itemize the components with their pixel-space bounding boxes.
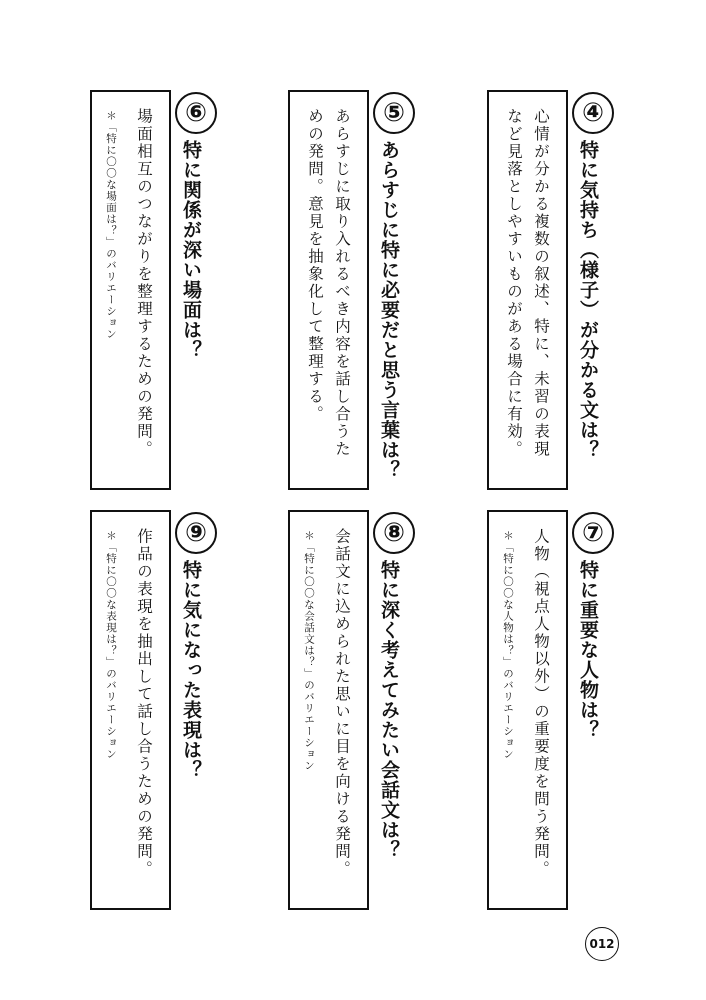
question-title: 特に気になった表現は？: [180, 560, 202, 780]
explanation-text: 人物（視点人物以外）の重要度を問う発問。: [532, 528, 550, 878]
question-number: ④: [572, 92, 614, 134]
explanation-box: [487, 90, 568, 490]
question-card-9: [90, 510, 250, 910]
explanation-text: 会話文に込められた思いに目を向ける発問。: [333, 528, 351, 878]
question-number: ⑦: [572, 512, 614, 554]
variation-note: ＊「特に〇〇な表現は？」のバリエーション: [105, 530, 117, 760]
explanation-text: 場面相互のつながりを整理するための発問。: [135, 108, 153, 458]
question-number: ⑤: [373, 92, 415, 134]
question-title: 特に深く考えてみたい会話文は？: [378, 560, 400, 860]
page-number: 012: [585, 927, 619, 961]
explanation-text: 心情が分かる複数の叙述、特に、未習の表現など見落としやすいものがある場合に有効。: [505, 108, 550, 458]
explanation-box: [288, 510, 369, 910]
question-title: 特に重要な人物は？: [577, 560, 599, 740]
question-number: ⑥: [175, 92, 217, 134]
question-title: あらすじに特に必要だと思う言葉は？: [378, 140, 400, 480]
explanation-box: [90, 90, 171, 490]
question-card-6: [90, 90, 250, 490]
explanation-box: [487, 510, 568, 910]
question-title: 特に気持ち（様子）が分かる文は？: [577, 140, 599, 460]
question-card-8: [288, 510, 448, 910]
question-card-7: [487, 510, 647, 910]
explanation-box: [90, 510, 171, 910]
variation-note: ＊「特に〇〇な会話文は？」のバリエーション: [303, 530, 315, 772]
question-title: 特に関係が深い場面は？: [180, 140, 202, 360]
question-number: ⑧: [373, 512, 415, 554]
question-card-4: [487, 90, 647, 490]
variation-note: ＊「特に〇〇な場面は？」のバリエーション: [105, 110, 117, 340]
question-number: ⑨: [175, 512, 217, 554]
variation-note: ＊「特に〇〇な人物は？」のバリエーション: [502, 530, 514, 760]
explanation-text: あらすじに取り入れるべき内容を話し合うための発問。意見を抽象化して整理する。: [306, 108, 351, 458]
question-card-5: [288, 90, 448, 490]
explanation-text: 作品の表現を抽出して話し合うための発問。: [135, 528, 153, 878]
explanation-box: [288, 90, 369, 490]
